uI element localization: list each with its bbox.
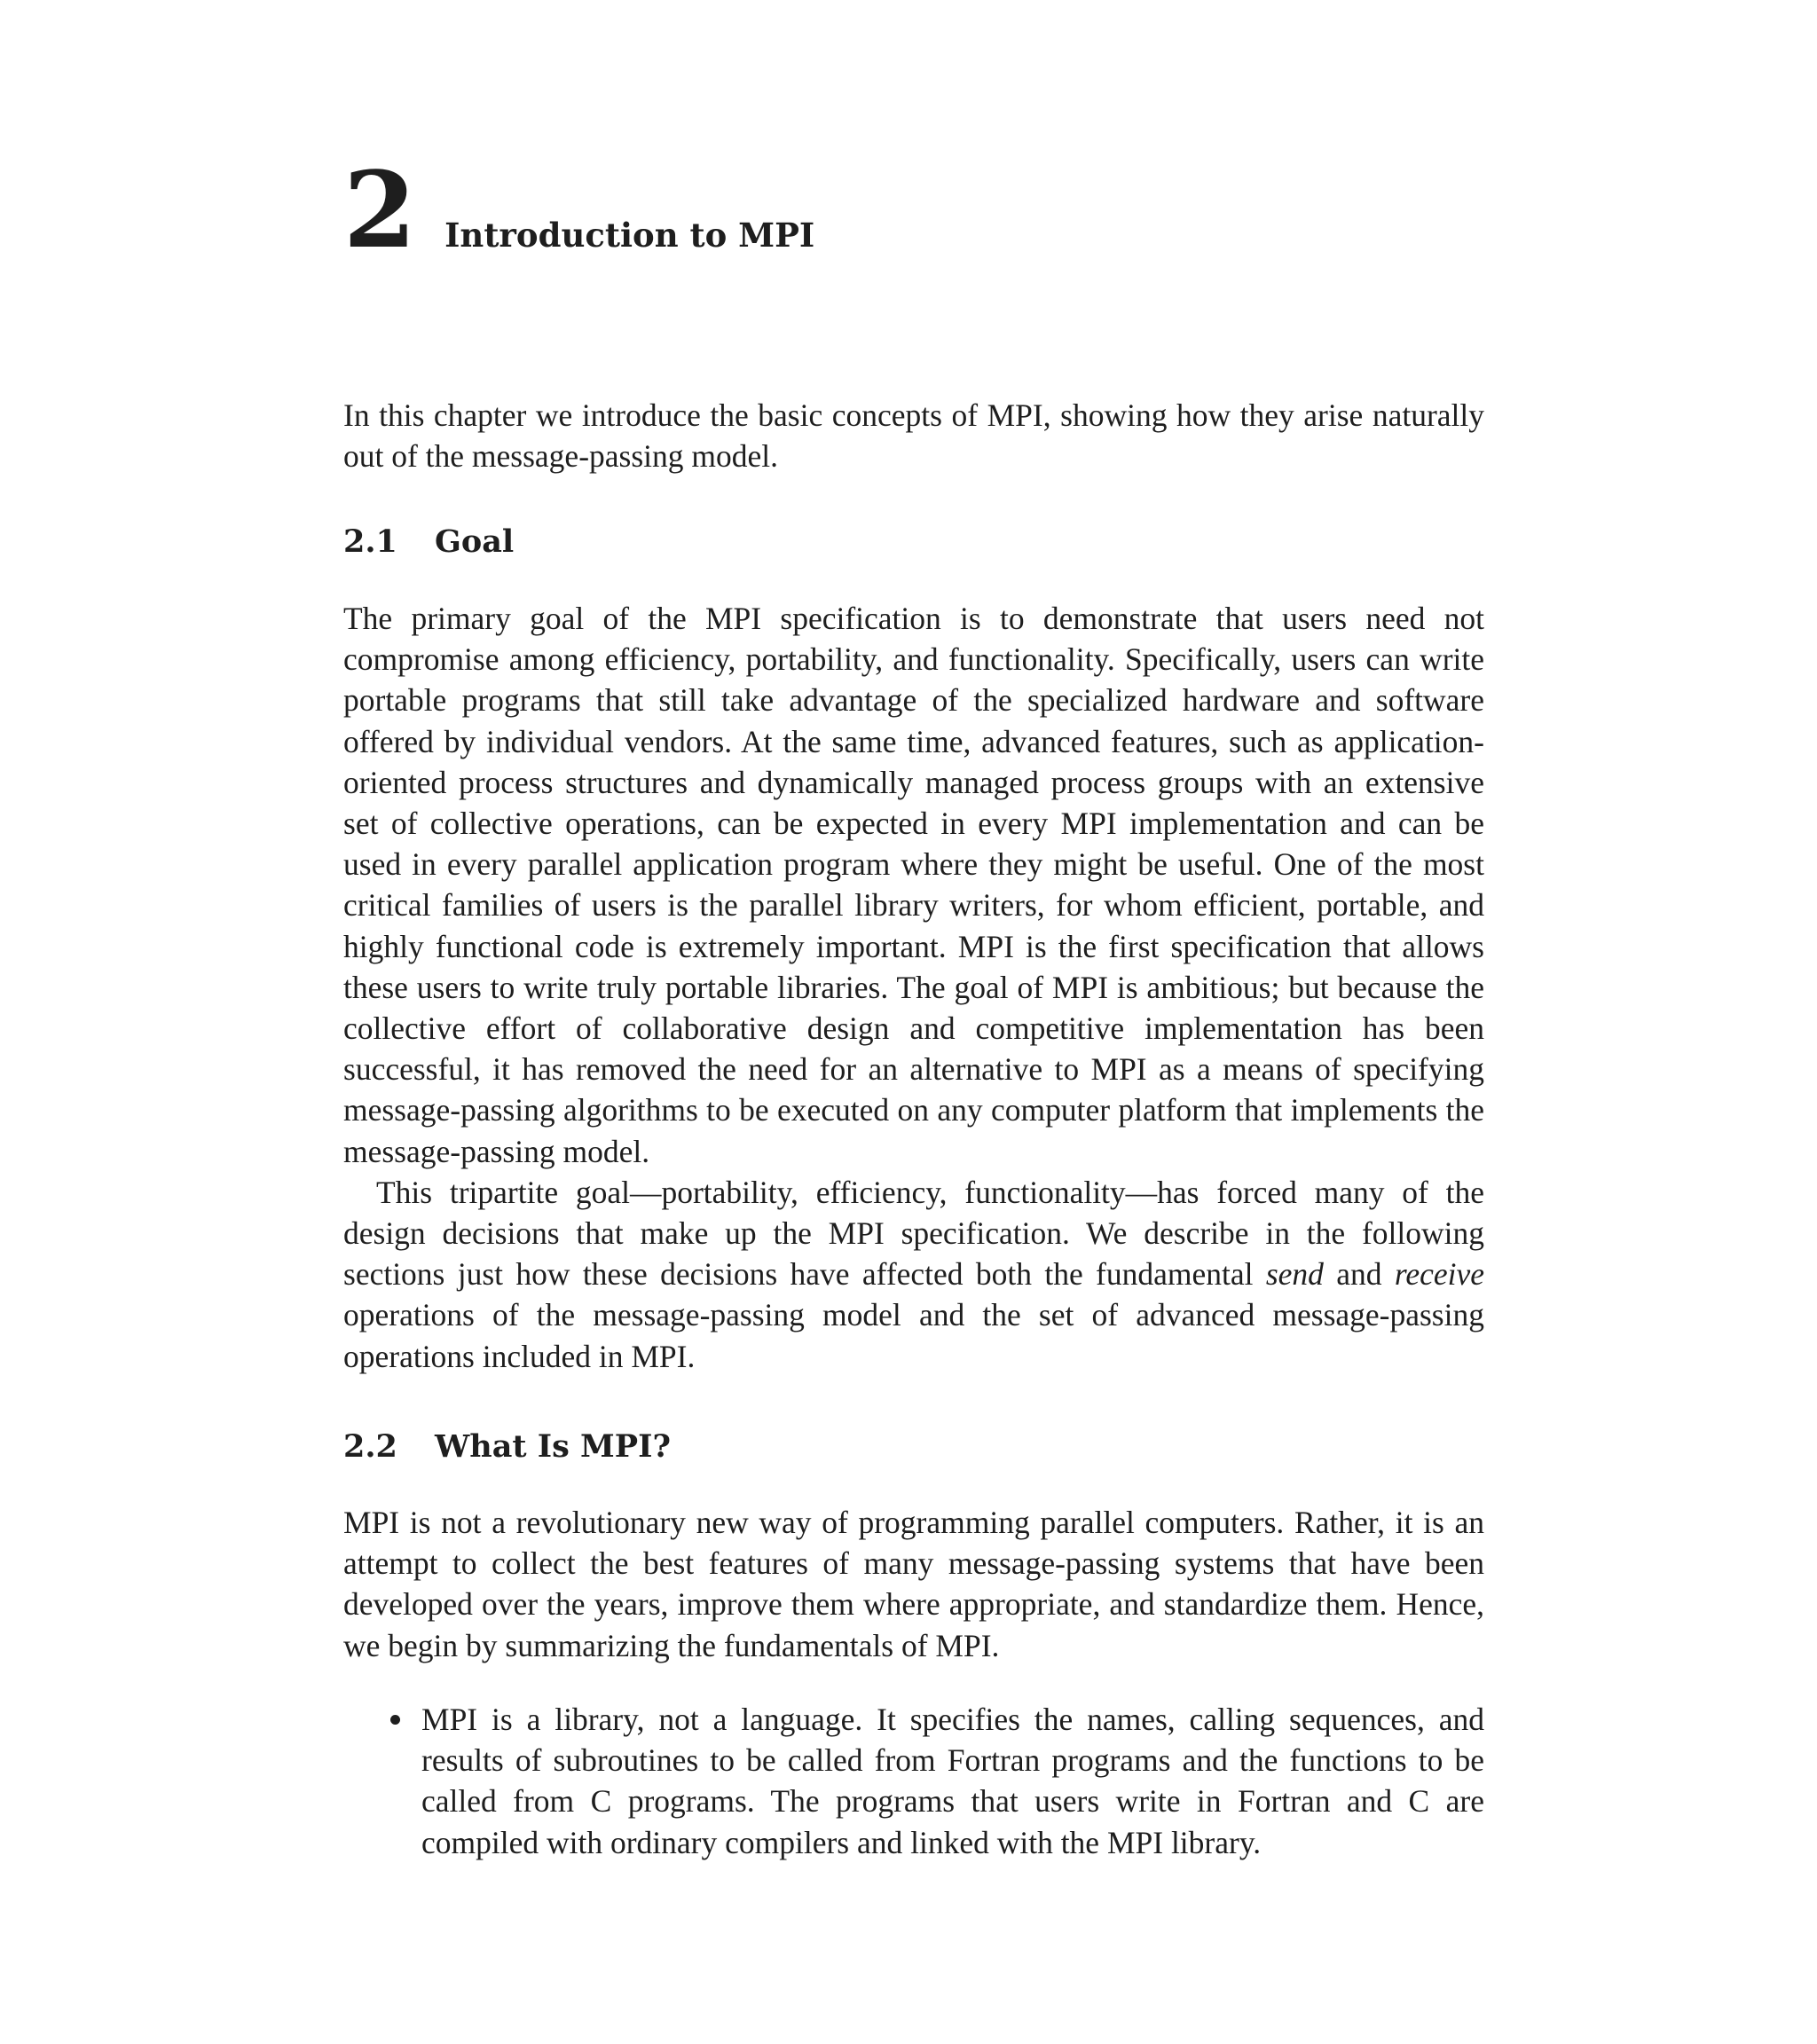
section-title: Goal [435,523,515,560]
section-title: What Is MPI? [435,1428,671,1465]
emphasis-send: send [1265,1256,1324,1293]
goal-paragraph-2-text-c: operations of the message-passing model and the set of advanced message-passing operations included in MPI. [343,1297,1484,1374]
goal-paragraph-1: The primary goal of the MPI specification is to demonstrate that users need not compromise among efficiency, portability, and functionality. Specifically, users can write portable programs that still take advantage of the specialized hardware and software offered by individual vendors. At the same time, advanced features, such as application-oriented process structures and dynamically managed process groups with an extensive set of collective operations, can be expected in every MPI implementation and can be used in every parallel application program where they might be useful. One of the most critical families of users is the parallel library writers, for whom efficient, portable, and highly functional code is extremely important. MPI is the first specification that allows these users to write truly portable libraries. The goal of MPI is ambitious; but because the collective effort of collaborative design and competitive implementation has been successful, it has removed the need for an alternative to MPI as a means of specifying message-passing algorithms to be executed on any computer platform that implements the message-passing model. [343,601,1484,1169]
intro-paragraph-block [343,395,1484,476]
goal-paragraph-2 [343,1172,1484,1377]
goal-text-block [343,598,1484,1377]
section-heading-what-is-mpi [343,1428,671,1465]
goal-paragraph-2-text-b: and [1323,1256,1395,1293]
chapter-heading [343,148,815,271]
list-item [421,1699,1484,1863]
section-number: 2.1 [343,523,397,560]
chapter-number: 2 [343,148,415,271]
chapter-title: Introduction to MPI [444,216,815,255]
intro-paragraph: In this chapter we introduce the basic concepts of MPI, showing how they arise naturally out of the message-passing model. [343,397,1484,475]
what-is-mpi-paragraph: MPI is not a revolutionary new way of programming parallel computers. Rather, it is an attempt to collect the best features of many message-passing systems that have been developed over the years, improve them where appropriate, and standardize them. Hence, we begin by summarizing the fundamentals of MPI. [343,1505,1484,1663]
list-item-text: MPI is a library, not a language. It specifies the names, calling sequences, and results of subroutines to be called from Fortran programs and the functions to be called from C programs. The programs that users write in Fortran and C are compiled with ordinary compilers and linked with the MPI library. [421,1702,1484,1860]
goal-paragraph-2-text-a: This tripartite goal—portability, efficiency, functionality—has forced many of the design decisions that make up the MPI specification. We describe in the following sections just how these decisions have affected both the fundamental [343,1174,1484,1293]
bullet-icon [390,1715,400,1725]
fundamentals-list [421,1699,1484,1863]
section-heading-goal [343,523,514,560]
emphasis-receive: receive [1394,1256,1484,1293]
section-number: 2.2 [343,1428,397,1465]
what-is-mpi-text-block [343,1502,1484,1666]
